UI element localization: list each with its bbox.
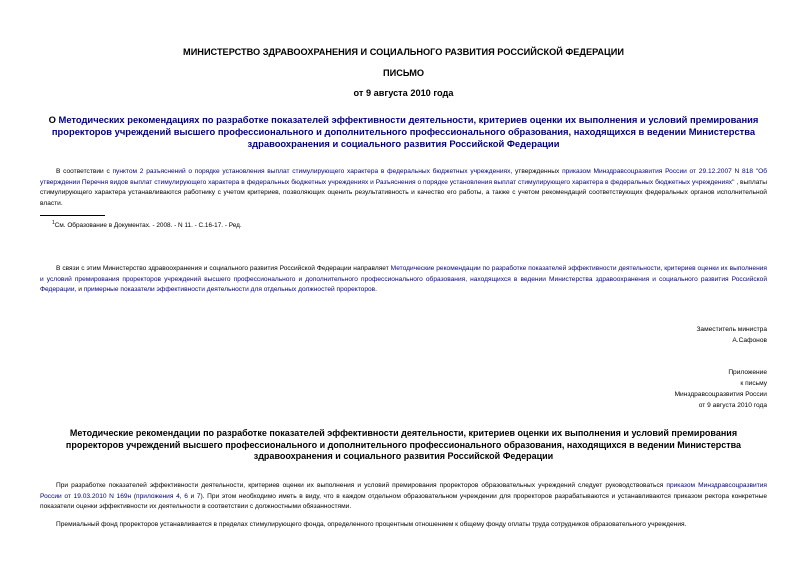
signature-name: А.Сафонов [732, 337, 767, 344]
para1-text-2: , утвержденных [510, 168, 563, 175]
para2-link-recommendations[interactable]: Методические рекомендации по разработке показателей эффективности деятельности, критериев оценки их выполнения и условий премирования проректоров учреждений высшего профессионального и дополнительного профессионального образования, находящихся в ведении Министерства здравоохранения и социального развития Российской Федерации [40, 265, 767, 293]
para3-text-4: и [187, 492, 197, 500]
para3-text-2: ( [131, 492, 137, 500]
para3-link-appendix-4[interactable]: приложения 4 [136, 492, 180, 500]
footnote-divider [40, 215, 105, 216]
doc-type-heading: ПИСЬМО [382, 68, 425, 78]
footnote-mark: 1 [52, 220, 55, 226]
paragraph-3 [40, 481, 767, 513]
para3-link-order[interactable]: приказом Минздравсоцразвития России от 19.03.2010 N 169н [40, 482, 768, 500]
para1-link-clause[interactable]: пунктом 2 разъяснений о порядке установления выплат стимулирующего характера в федеральных бюджетных учреждениях [112, 168, 511, 175]
para2-text-3: . [375, 286, 377, 293]
para3-text-3: , [179, 492, 185, 500]
footnote-text: См. Образование в Документах. - 2008. - N 11. - С.16-17. - Ред. [54, 222, 242, 230]
title-prefix: О [48, 114, 59, 125]
title-link[interactable]: Методических рекомендациях по разработке показателей эффективности деятельности, критериев оценки их выполнения и условий премирования проректоров учреждений высшего профессионального и дополнительного профессионального образования, находящихся в ведении Министерства здравоохранения и социального развития Российской Федерации [51, 114, 759, 149]
para1-link-order[interactable]: приказом Минздравсоцразвития России от 29.12.2007 N 818 "Об утверждении Перечня видов выплат стимулирующего характера в федеральных бюджетных учреждениях и Разъяснения о порядке установления выплат стимулирующего характера в федеральных бюджетных учреждениях" [40, 168, 768, 186]
para3-link-appendix-6[interactable]: 6 [184, 492, 188, 500]
para2-link-indicators[interactable]: примерные показатели эффективности деятельности для отдельных должностей проректоров [83, 286, 376, 293]
footnote [52, 220, 242, 229]
paragraph-1 [40, 167, 767, 209]
letter-title [40, 114, 767, 150]
paragraph-2 [40, 264, 767, 296]
section-title: Методические рекомендации по разработке показателей эффективности деятельности, критериев оценки их выполнения и условий премирования проректоров учреждений высшего профессионального и дополнительного профессионального образования, находящихся в ведении Министерства здравоохранения и социального развития Российской Федерации [65, 428, 742, 461]
appendix-line-4: от 9 августа 2010 года [698, 402, 767, 409]
appendix-line-3: Минздравсоцразвития России [674, 391, 767, 398]
para3-link-appendix-7[interactable]: 7 [196, 492, 201, 500]
signature-position: Заместитель министра [696, 326, 767, 333]
ministry-heading: МИНИСТЕРСТВО ЗДРАВООХРАНЕНИЯ И СОЦИАЛЬНОГО РАЗВИТИЯ РОССИЙСКОЙ ФЕДЕРАЦИИ [183, 47, 624, 57]
para1-text-1: В соответствии с [56, 168, 113, 175]
paragraph-4: Премиальный фонд проректоров устанавливается в пределах стимулирующего фонда, определенного процентным отношением к общему фонду оплаты труда сотрудников образовательного учреждения. [56, 521, 687, 528]
appendix-line-2: к письму [740, 380, 767, 387]
para3-text-5: ). При этом необходимо иметь в виду, что в каждом отдельном образовательном учреждении для проректоров разрабатываются и устанавливаются приказом ректора конкретные показатели оценки эффективности их деятельности в соответствии с должностными обязанностями. [40, 492, 767, 510]
para3-text-1: При разработке показателей эффективности деятельности, критериев оценки их выполнения и условий премирования проректоров образовательных учреждений следует руководствоваться [56, 482, 667, 489]
appendix-line-1: Приложение [728, 369, 767, 376]
para1-text-3: , выплаты стимулирующего характера устанавливаются работнику с учетом критериев, позволяющих оценить результативность и качество его работы, а также с учетом рекомендаций соответствующих федеральных органов исполнительной власти. [40, 178, 767, 207]
doc-date: от 9 августа 2010 года [353, 88, 454, 98]
para2-text-1: В связи с этим Министерство здравоохранения и социального развития Российской Федерации направляет [56, 265, 391, 272]
para2-text-2: , и [74, 286, 84, 293]
